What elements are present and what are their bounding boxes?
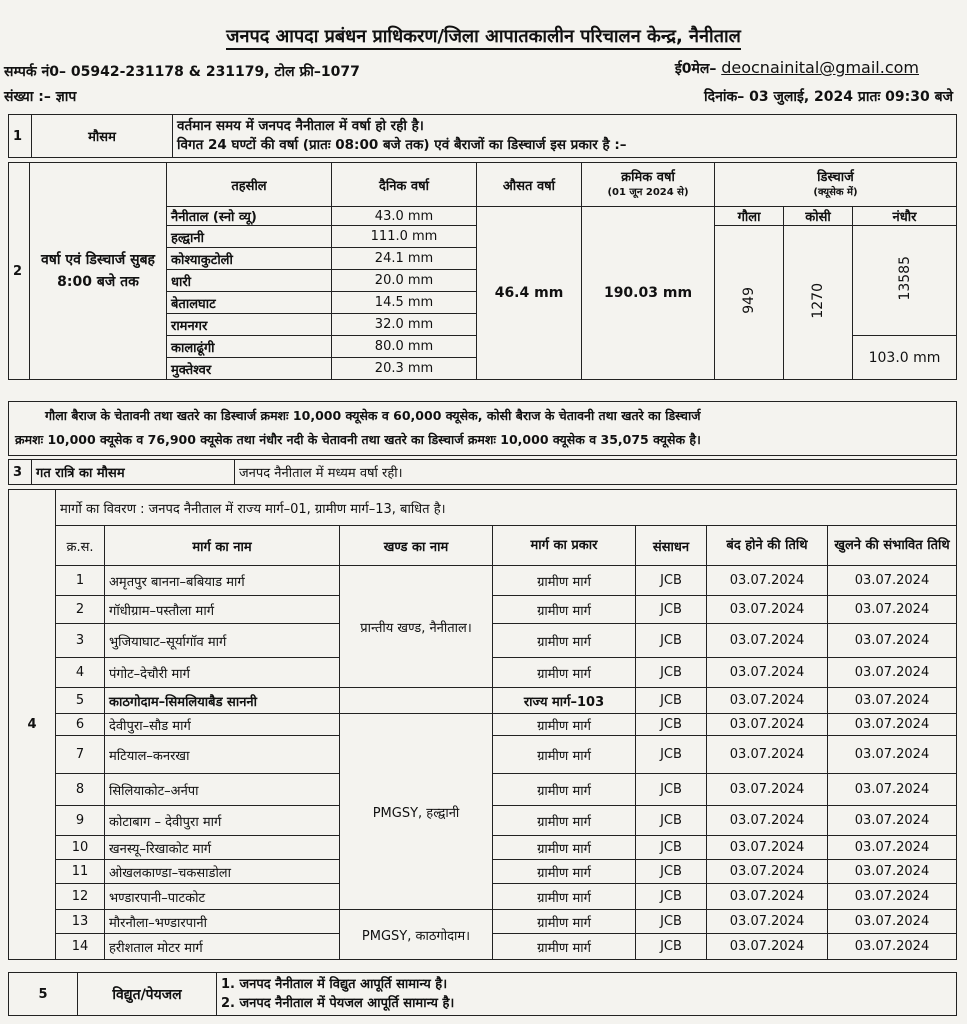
road-type: ग्रामीण मार्ग	[493, 884, 636, 910]
road-name: मटियाल–कनरखा	[105, 736, 340, 774]
road-open-date: 03.07.2024	[828, 736, 957, 774]
col-daily-rain: दैनिक वर्षा	[332, 163, 477, 207]
email-link[interactable]: deocnainital@gmail.com	[721, 58, 919, 77]
road-resource: JCB	[636, 688, 707, 714]
tehsil-name: बेतालघाट	[167, 292, 332, 314]
road-type: ग्रामीण मार्ग	[493, 934, 636, 960]
road-resource: JCB	[636, 774, 707, 806]
section-rainfall	[8, 162, 957, 380]
section-number: 3	[9, 460, 32, 485]
section-number: 4	[9, 490, 56, 960]
report-date: दिनांक– 03 जुलाई, 2024 प्रातः 09:30 बजे	[704, 89, 953, 105]
road-closed-date: 03.07.2024	[707, 658, 828, 688]
road-name: कोटाबाग – देवीपुरा मार्ग	[105, 806, 340, 836]
road-name: गॉधीग्राम–पस्तौला मार्ग	[105, 596, 340, 624]
road-serial: 1	[56, 566, 105, 596]
road-open-date: 03.07.2024	[828, 910, 957, 934]
col-nandhaur: नंधौर	[853, 207, 957, 226]
section-weather	[8, 114, 957, 158]
section-electricity-water	[8, 972, 957, 1016]
road-closed-date: 03.07.2024	[707, 596, 828, 624]
table-row	[9, 566, 957, 596]
road-open-date: 03.07.2024	[828, 688, 957, 714]
daily-rain: 32.0 mm	[332, 314, 477, 336]
col-cumulative-rain: क्रमिक वर्षा (01 जून 2024 से)	[582, 163, 715, 207]
contact-line	[4, 62, 360, 81]
section-last-night-weather	[8, 459, 957, 485]
tehsil-name: हल्द्वानी	[167, 226, 332, 248]
road-resource: JCB	[636, 884, 707, 910]
section-number: 2	[9, 163, 30, 380]
road-type: ग्रामीण मार्ग	[493, 566, 636, 596]
daily-rain: 43.0 mm	[332, 207, 477, 226]
road-name: अमृतपुर बानना–बबियाड मार्ग	[105, 566, 340, 596]
road-type: ग्रामीण मार्ग	[493, 910, 636, 934]
section-number: 1	[9, 115, 32, 158]
road-open-date: 03.07.2024	[828, 860, 957, 884]
road-closed-date: 03.07.2024	[707, 806, 828, 836]
tehsil-name: नैनीताल (स्नो व्यू)	[167, 207, 332, 226]
section-label: मौसम	[32, 115, 173, 158]
road-type: ग्रामीण मार्ग	[493, 806, 636, 836]
road-resource: JCB	[636, 860, 707, 884]
col-discharge: डिस्चार्ज (क्यूसेक में)	[715, 163, 957, 207]
reference-number: संख्या :– ज्ञाप	[4, 89, 77, 105]
road-closed-date: 03.07.2024	[707, 688, 828, 714]
road-name: देवीपुरा–सौड मार्ग	[105, 714, 340, 736]
road-type: ग्रामीण मार्ग	[493, 658, 636, 688]
road-name: पंगोट–देचौरी मार्ग	[105, 658, 340, 688]
road-serial: 10	[56, 836, 105, 860]
roads-summary: मार्गो का विवरण : जनपद नैनीताल में राज्य मार्ग–01, ग्रामीण मार्ग–13, बाधित है।	[56, 490, 957, 526]
road-name: काठगोदाम–सिमलियाबैड साननी	[105, 688, 340, 714]
road-closed-date: 03.07.2024	[707, 860, 828, 884]
road-open-date: 03.07.2024	[828, 836, 957, 860]
road-serial: 9	[56, 806, 105, 836]
col-tehsil: तहसील	[167, 163, 332, 207]
division-name: PMGSY, काठगोदाम।	[340, 910, 493, 960]
daily-rain: 24.1 mm	[332, 248, 477, 270]
road-closed-date: 03.07.2024	[707, 836, 828, 860]
road-resource: JCB	[636, 566, 707, 596]
road-open-date: 03.07.2024	[828, 658, 957, 688]
road-serial: 12	[56, 884, 105, 910]
section-label: गत रात्रि का मौसम	[32, 460, 235, 485]
road-resource: JCB	[636, 658, 707, 688]
road-closed-date: 03.07.2024	[707, 884, 828, 910]
road-name: मौरनौला–भण्डारपानी	[105, 910, 340, 934]
daily-rain: 20.0 mm	[332, 270, 477, 292]
road-type: ग्रामीण मार्ग	[493, 860, 636, 884]
road-name: खनस्यू–रिखाकोट मार्ग	[105, 836, 340, 860]
email-label: ई0मेल–	[674, 61, 717, 77]
tehsil-name: कोश्याकुटोली	[167, 248, 332, 270]
col-expected-open-date: खुलने की संभावित तिथि	[828, 526, 957, 566]
table-row	[9, 714, 957, 736]
road-type: ग्रामीण मार्ग	[493, 624, 636, 658]
road-resource: JCB	[636, 806, 707, 836]
road-open-date: 03.07.2024	[828, 806, 957, 836]
road-closed-date: 03.07.2024	[707, 910, 828, 934]
road-type: ग्रामीण मार्ग	[493, 596, 636, 624]
division-name: PMGSY, हल्द्वानी	[340, 714, 493, 910]
tehsil-name: कालाढूंगी	[167, 336, 332, 358]
road-name: हरीशताल मोटर मार्ग	[105, 934, 340, 960]
road-closed-date: 03.07.2024	[707, 774, 828, 806]
division-name: प्रान्तीय खण्ड, नैनीताल।	[340, 566, 493, 688]
section-label: वर्षा एवं डिस्चार्ज सुबह 8:00 बजे तक	[30, 163, 167, 380]
contact-label: सम्पर्क नं0–	[4, 64, 67, 80]
road-resource: JCB	[636, 736, 707, 774]
road-name: भुजियाघाट–सूर्यागॉव मार्ग	[105, 624, 340, 658]
email-line	[675, 58, 919, 78]
table-row	[9, 688, 957, 714]
road-open-date: 03.07.2024	[828, 934, 957, 960]
road-name: ओखलकाण्डा–चकसाडोला	[105, 860, 340, 884]
road-closed-date: 03.07.2024	[707, 624, 828, 658]
tehsil-name: रामनगर	[167, 314, 332, 336]
table-row	[9, 910, 957, 934]
road-resource: JCB	[636, 624, 707, 658]
road-serial: 6	[56, 714, 105, 736]
gaula-discharge: 949	[715, 226, 784, 380]
weather-description: वर्तमान समय में जनपद नैनीताल में वर्षा हो रही है। विगत 24 घण्टों की वर्षा (प्रातः 08:00 बजे तक) एवं बैराजों का डिस्चार्ज इस प्रकार है :–	[173, 115, 957, 158]
road-type: ग्रामीण मार्ग	[493, 736, 636, 774]
road-closed-date: 03.07.2024	[707, 934, 828, 960]
road-serial: 8	[56, 774, 105, 806]
tehsil-name: धारी	[167, 270, 332, 292]
barrage-warning-note: गौला बैराज के चेतावनी तथा खतरे का डिस्चार्ज क्रमशः 10,000 क्यूसेक व 60,000 क्यूसेक, कोसी बैराज के चेतावनी तथा खतरे का डिस्चार्ज क्रमशः 10,000 क्यूसेक व 76,900 क्यूसेक तथा नंधौर नदी के चेतावनी तथा खतरे का डिस्चार्ज क्रमशः 10,000 क्यूसेक व 35,075 क्यूसेक है।	[8, 401, 957, 456]
average-rain-value: 46.4 mm	[477, 207, 582, 380]
daily-rain: 14.5 mm	[332, 292, 477, 314]
kosi-discharge: 1270	[784, 226, 853, 380]
road-serial: 11	[56, 860, 105, 884]
road-open-date: 03.07.2024	[828, 884, 957, 910]
tehsil-name: मुक्तेश्वर	[167, 358, 332, 380]
section-label: विद्युत/पेयजल	[78, 973, 217, 1016]
section-number: 5	[9, 973, 78, 1016]
road-open-date: 03.07.2024	[828, 714, 957, 736]
road-serial: 14	[56, 934, 105, 960]
road-closed-date: 03.07.2024	[707, 714, 828, 736]
road-open-date: 03.07.2024	[828, 566, 957, 596]
col-closed-date: बंद होने की तिथि	[707, 526, 828, 566]
contact-numbers: 05942-231178 & 231179, टोल फ्री–1077	[70, 64, 360, 80]
last-night-weather: जनपद नैनीताल में मध्यम वर्षा रही।	[235, 460, 957, 485]
road-resource: JCB	[636, 836, 707, 860]
road-closed-date: 03.07.2024	[707, 736, 828, 774]
division-name-empty	[340, 688, 493, 714]
road-type: राज्य मार्ग–103	[493, 688, 636, 714]
document-title: जनपद आपदा प्रबंधन प्राधिकरण/जिला आपातकालीन परिचालन केन्द्र, नैनीताल	[0, 24, 967, 48]
road-open-date: 03.07.2024	[828, 624, 957, 658]
road-serial: 3	[56, 624, 105, 658]
utility-status: 1. जनपद नैनीताल में विद्युत आपूर्ति सामान्य है। 2. जनपद नैनीताल में पेयजल आपूर्ति सामान्य है।	[217, 973, 957, 1016]
col-division: खण्ड का नाम	[340, 526, 493, 566]
nandhaur-discharge: 13585	[853, 226, 957, 336]
road-open-date: 03.07.2024	[828, 596, 957, 624]
daily-rain: 80.0 mm	[332, 336, 477, 358]
road-name: सिलियाकोट–अर्नपा	[105, 774, 340, 806]
road-resource: JCB	[636, 714, 707, 736]
road-open-date: 03.07.2024	[828, 774, 957, 806]
road-resource: JCB	[636, 596, 707, 624]
road-serial: 2	[56, 596, 105, 624]
daily-rain: 20.3 mm	[332, 358, 477, 380]
road-name: भण्डारपानी–पाटकोट	[105, 884, 340, 910]
nandhaur-rain: 103.0 mm	[853, 336, 957, 380]
road-type: ग्रामीण मार्ग	[493, 836, 636, 860]
col-avg-rain: औसत वर्षा	[477, 163, 582, 207]
road-resource: JCB	[636, 934, 707, 960]
col-road-name: मार्ग का नाम	[105, 526, 340, 566]
col-kosi: कोसी	[784, 207, 853, 226]
road-type: ग्रामीण मार्ग	[493, 774, 636, 806]
road-type: ग्रामीण मार्ग	[493, 714, 636, 736]
road-serial: 7	[56, 736, 105, 774]
road-serial: 13	[56, 910, 105, 934]
col-serial: क्र.स.	[56, 526, 105, 566]
col-gaula: गौला	[715, 207, 784, 226]
col-resource: संसाधन	[636, 526, 707, 566]
road-serial: 4	[56, 658, 105, 688]
section-roads	[8, 489, 957, 960]
cumulative-rain-value: 190.03 mm	[582, 207, 715, 380]
road-resource: JCB	[636, 910, 707, 934]
road-closed-date: 03.07.2024	[707, 566, 828, 596]
daily-rain: 111.0 mm	[332, 226, 477, 248]
col-road-type: मार्ग का प्रकार	[493, 526, 636, 566]
road-serial: 5	[56, 688, 105, 714]
